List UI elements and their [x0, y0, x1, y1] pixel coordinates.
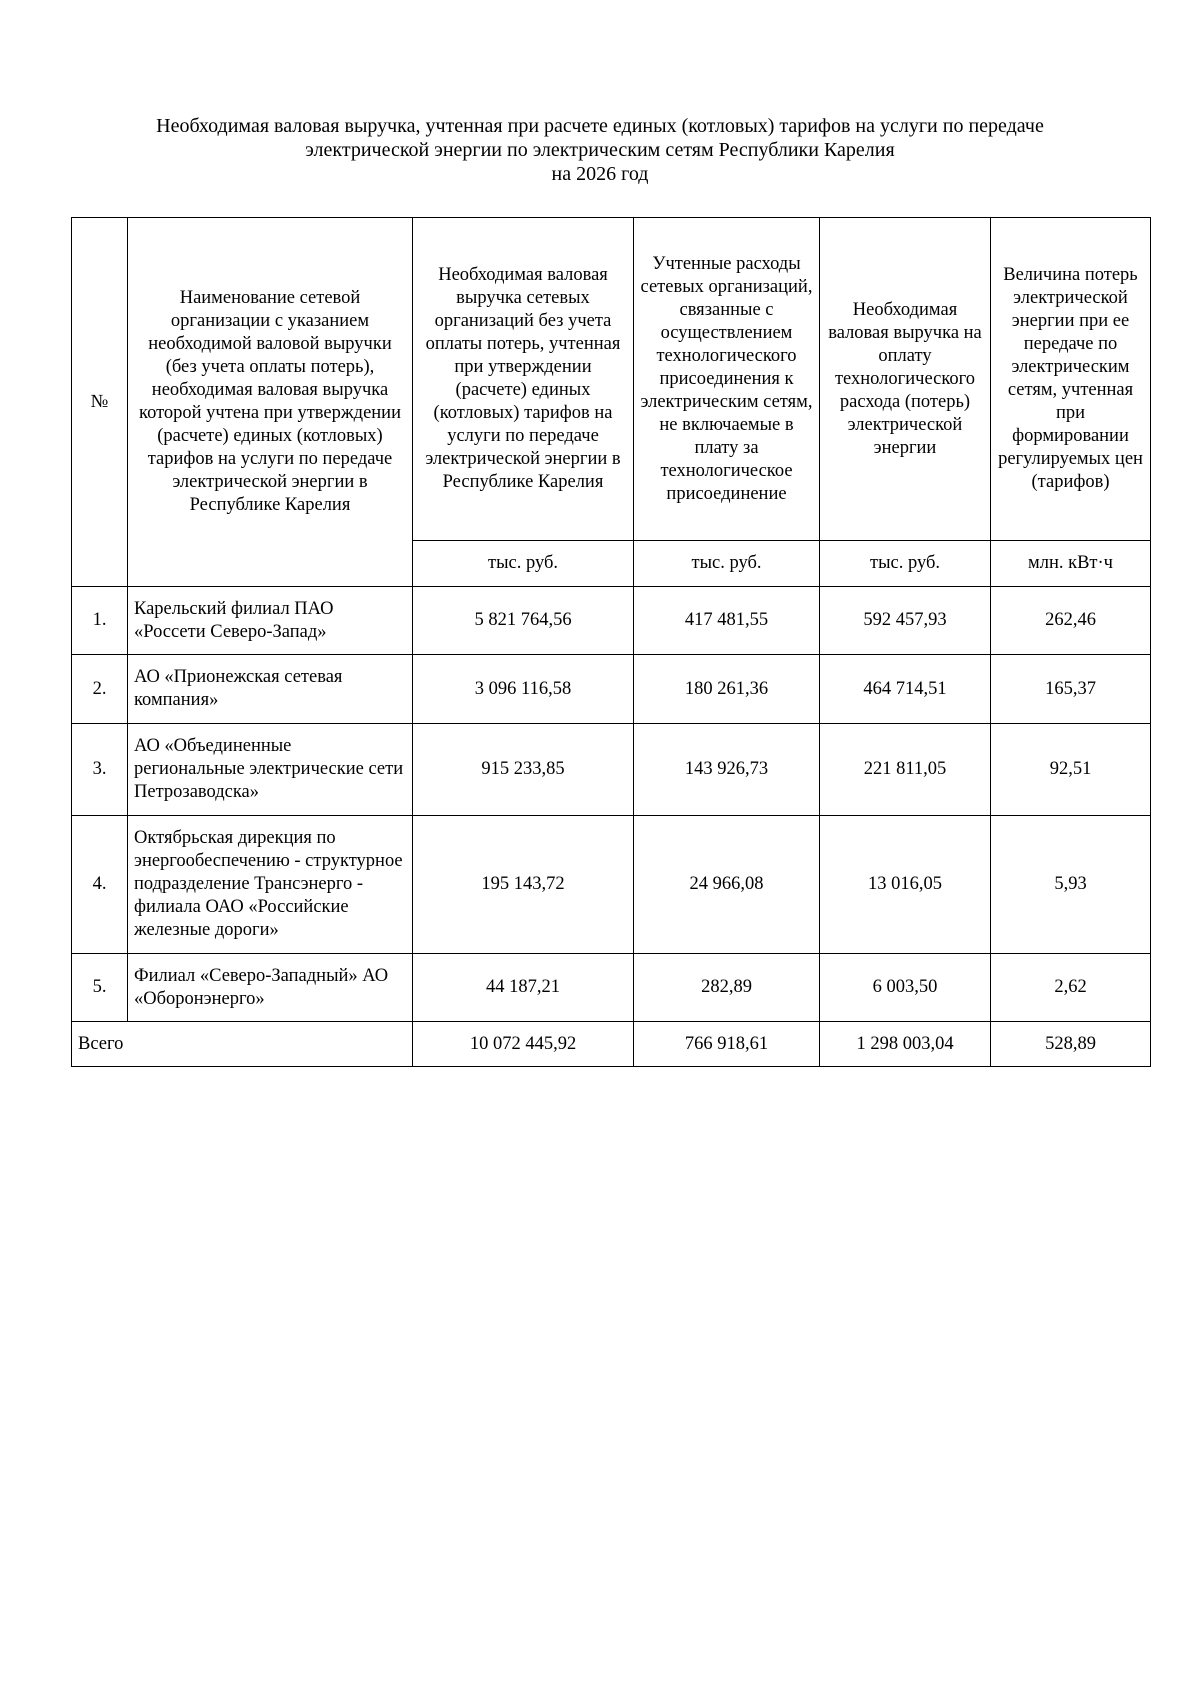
document-title: [60, 114, 1140, 186]
row-org-name: АО «Прионежская сетевая компания»: [128, 655, 413, 724]
header-connection-costs: Учтенные расходы сетевых организаций, связанные с осуществлением технологического присоединения к электрическим сетям, не включаемые в плату за технологическое присоединение: [634, 218, 820, 541]
title-line-3: на 2026 год: [551, 163, 649, 185]
table-row: [72, 655, 1151, 724]
row-org-name: АО «Объединенные региональные электрические сети Петрозаводска»: [128, 724, 413, 816]
row-org-name: Октябрьская дирекция по энергообеспечению - структурное подразделение Трансэнерго - филиала ОАО «Российские железные дороги»: [128, 816, 413, 954]
total-label: Всего: [72, 1022, 413, 1067]
total-losses-payment: 1 298 003,04: [820, 1022, 991, 1067]
unit-losses-volume: млн. кВт·ч: [991, 541, 1151, 587]
total-connection-costs: 766 918,61: [634, 1022, 820, 1067]
row-losses-payment: 464 714,51: [820, 655, 991, 724]
unit-gross-revenue: тыс. руб.: [413, 541, 634, 587]
row-losses-volume: 262,46: [991, 587, 1151, 655]
row-num: 3.: [72, 724, 128, 816]
row-losses-volume: 5,93: [991, 816, 1151, 954]
tariffs-table: [71, 217, 1151, 1067]
row-losses-payment: 13 016,05: [820, 816, 991, 954]
title-line-1: Необходимая валовая выручка, учтенная при расчете единых (котловых) тарифов на услуги по передаче: [156, 115, 1044, 137]
header-row: [72, 218, 1151, 541]
row-num: 2.: [72, 655, 128, 724]
row-losses-volume: 92,51: [991, 724, 1151, 816]
unit-losses-payment: тыс. руб.: [820, 541, 991, 587]
row-num: 4.: [72, 816, 128, 954]
header-losses-volume: Величина потерь электрической энергии при ее передаче по электрическим сетям, учтенная при формировании регулируемых цен (тарифов): [991, 218, 1151, 541]
total-row: [72, 1022, 1151, 1067]
row-gross-revenue: 195 143,72: [413, 816, 634, 954]
row-connection-costs: 24 966,08: [634, 816, 820, 954]
table-row: [72, 954, 1151, 1022]
row-connection-costs: 282,89: [634, 954, 820, 1022]
total-losses-volume: 528,89: [991, 1022, 1151, 1067]
row-losses-payment: 6 003,50: [820, 954, 991, 1022]
row-losses-payment: 592 457,93: [820, 587, 991, 655]
row-connection-costs: 180 261,36: [634, 655, 820, 724]
row-num: 1.: [72, 587, 128, 655]
row-connection-costs: 417 481,55: [634, 587, 820, 655]
row-gross-revenue: 44 187,21: [413, 954, 634, 1022]
row-connection-costs: 143 926,73: [634, 724, 820, 816]
table-row: [72, 587, 1151, 655]
row-gross-revenue: 3 096 116,58: [413, 655, 634, 724]
header-name: Наименование сетевой организации с указанием необходимой валовой выручки (без учета оплаты потерь), необходимая валовая выручка которой учтена при утверждении (расчете) единых (котловых) тарифов на услуги по передаче электрической энергии в Республике Карелия: [128, 218, 413, 587]
row-losses-payment: 221 811,05: [820, 724, 991, 816]
header-gross-revenue: Необходимая валовая выручка сетевых организаций без учета оплаты потерь, учтенная при утверждении (расчете) единых (котловых) тарифов на услуги по передаче электрической энергии в Республике Карелия: [413, 218, 634, 541]
header-losses-payment: Необходимая валовая выручка на оплату технологического расхода (потерь) электрической энергии: [820, 218, 991, 541]
row-losses-volume: 2,62: [991, 954, 1151, 1022]
row-gross-revenue: 5 821 764,56: [413, 587, 634, 655]
row-gross-revenue: 915 233,85: [413, 724, 634, 816]
row-org-name: Карельский филиал ПАО «Россети Северо-Запад»: [128, 587, 413, 655]
row-org-name: Филиал «Северо-Западный» АО «Оборонэнерго»: [128, 954, 413, 1022]
table-row: [72, 724, 1151, 816]
header-num: №: [72, 218, 128, 587]
total-gross-revenue: 10 072 445,92: [413, 1022, 634, 1067]
row-losses-volume: 165,37: [991, 655, 1151, 724]
table-row: [72, 816, 1151, 954]
title-line-2: электрической энергии по электрическим сетям Республики Карелия: [305, 139, 895, 161]
row-num: 5.: [72, 954, 128, 1022]
unit-connection-costs: тыс. руб.: [634, 541, 820, 587]
